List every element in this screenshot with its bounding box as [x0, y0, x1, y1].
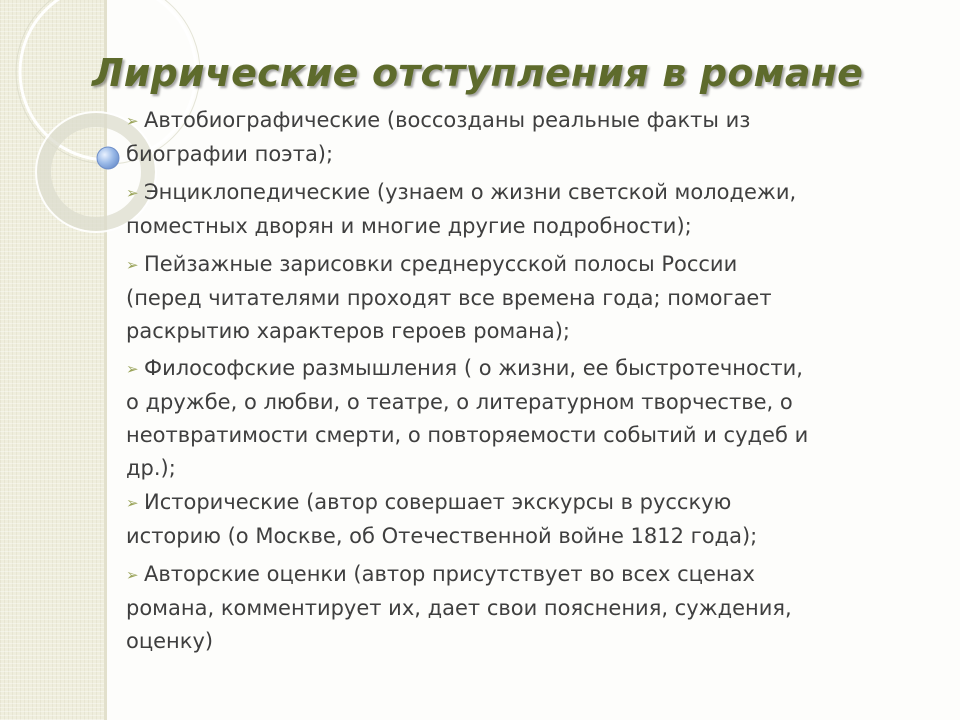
arrow-bullet-icon: ➢ — [126, 256, 139, 274]
bullet-landscape — [126, 248, 926, 348]
arrow-bullet-icon: ➢ — [126, 360, 139, 378]
bullet-line: Исторические (автор совершает экскурсы в русскую — [144, 490, 732, 514]
bullet-line: поместных дворян и многие другие подробности); — [126, 214, 692, 238]
bullet-line: неотвратимости смерти, о повторяемости событий и судеб и — [126, 423, 809, 447]
arrow-bullet-icon: ➢ — [126, 112, 139, 130]
bullet-philosophical — [126, 352, 926, 485]
arrow-bullet-icon: ➢ — [126, 494, 139, 512]
bullet-line: Автобиографические (воссозданы реальные факты из — [144, 108, 751, 132]
bullet-encyclopedic — [126, 176, 926, 243]
bullet-line: др.); — [126, 456, 176, 480]
bullet-line: Авторские оценки (автор присутствует во всех сценах — [144, 562, 755, 586]
bullet-line: раскрытию характеров героев романа); — [126, 319, 570, 343]
arrow-bullet-icon: ➢ — [126, 566, 139, 584]
bullet-line: биографии поэта); — [126, 142, 334, 166]
bullet-line: о дружбе, о любви, о театре, о литературном творчестве, о — [126, 390, 793, 414]
bullet-historical — [126, 486, 926, 553]
bullet-author-assessments — [126, 558, 926, 658]
blue-dot-icon — [97, 147, 119, 169]
bullet-line: романа, комментирует их, дает свои пояснения, суждения, — [126, 596, 792, 620]
bullet-line: историю (о Москве, об Отечественной войне 1812 года); — [126, 524, 758, 548]
bullet-line: Энциклопедические (узнаем о жизни светской молодежи, — [144, 180, 797, 204]
bullet-line: оценку) — [126, 629, 214, 653]
arrow-bullet-icon: ➢ — [126, 184, 139, 202]
slide-title: Лирические отступления в романе — [92, 51, 864, 95]
bullet-autobiographical — [126, 104, 926, 171]
bullet-line: Философские размышления ( о жизни, ее быстротечности, — [144, 356, 803, 380]
bullet-line: (перед читателями проходят все времена года; помогает — [126, 286, 772, 310]
bullet-line: Пейзажные зарисовки среднерусской полосы России — [144, 252, 738, 276]
